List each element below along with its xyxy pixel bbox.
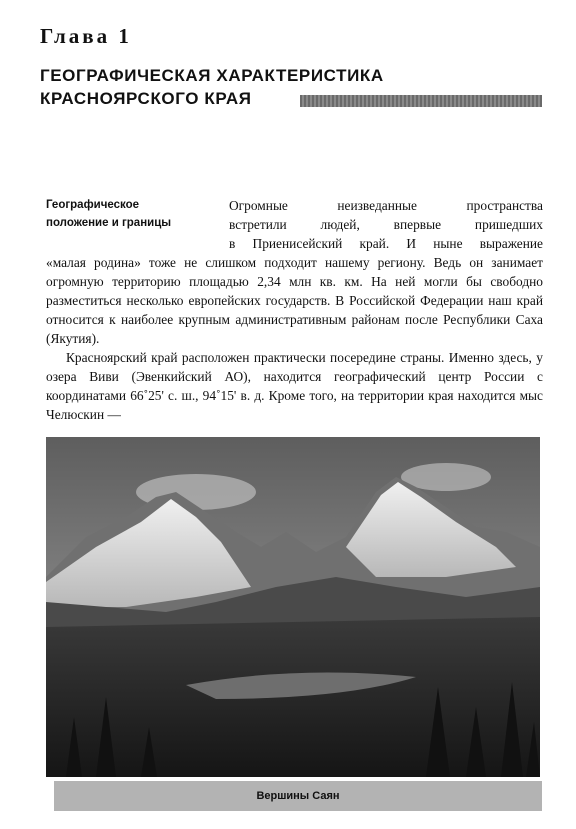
section-heading [46,196,216,232]
title-decorative-bar [300,95,542,107]
body-paragraph-1: «малая родина» тоже не слишком подходит нашему региону. Ведь он занимает огромную территорию площадью 2,34 млн кв. км. На ней могли бы свободно разместиться несколько европейских государств. В Российской Федерации наш край относится к наиболее крупным административным районам после Республики Саха (Якутия). [46,255,543,346]
figure-caption-bar [54,781,542,811]
section-heading-line-1: Географическое [46,199,140,211]
intro-line-1: Огромные неизведанные пространства [229,198,543,213]
chapter-heading: Глава 1 [40,24,132,48]
figure-caption: Вершины Саян [256,790,340,802]
section-heading-line-2: положение и границы [46,217,172,229]
mountain-photo [46,437,540,777]
body-paragraph-2: Красноярский край расположен практически посередине страны. Именно здесь, у озера Виви (Эвенкийский АО), находится географический центр России с координатами 66˚25' с. ш., 94˚15' в. д. Кроме того, на территории края находится мыс Челюскин — [46,350,543,422]
intro-line-2: встретили людей, впервые пришедших [229,217,543,232]
intro-line-3: в Приенисейский край. И ныне выражение [229,236,543,251]
chapter-title-line-2: КРАСНОЯРСКОГО КРАЯ [40,89,252,108]
chapter-title-line-1: ГЕОГРАФИЧЕСКАЯ ХАРАКТЕРИСТИКА [40,66,384,85]
